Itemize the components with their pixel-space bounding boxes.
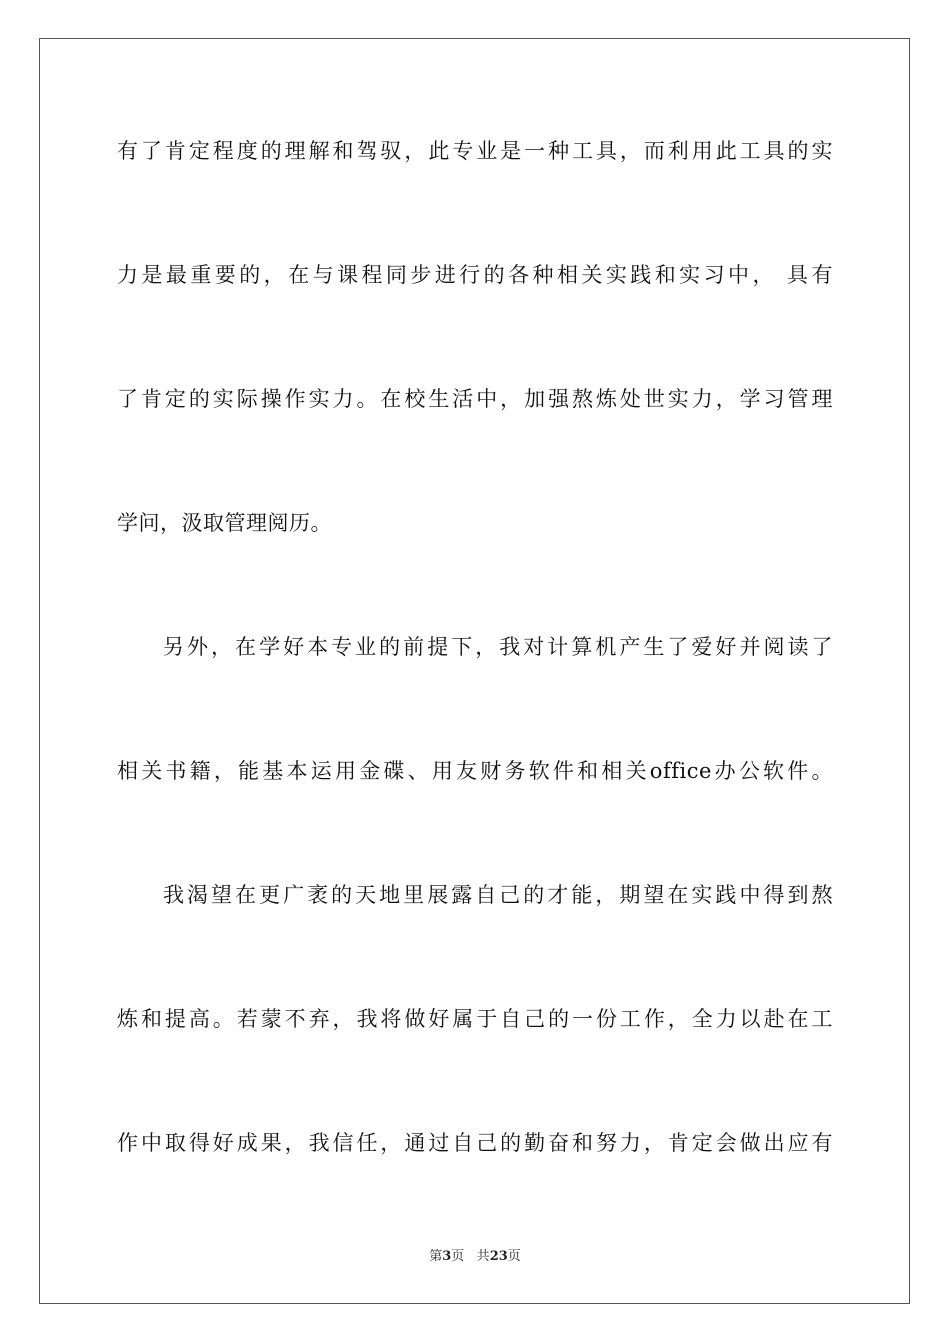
page-prefix: 第	[429, 1249, 443, 1264]
total-suffix: 页	[507, 1249, 521, 1264]
paragraph-line-6: 相关书籍，能基本运用金碟、用友财务软件和相关office办公软件。	[117, 759, 833, 783]
paragraph-line-9: 作中取得好成果，我信任，通过自己的勤奋和努力，肯定会做出应有	[117, 1131, 833, 1155]
page-border	[39, 38, 910, 1304]
paragraph-line-5: 另外，在学好本专业的前提下，我对计算机产生了爱好并阅读了	[163, 635, 833, 659]
paragraph-line-1: 有了肯定程度的理解和驾驭，此专业是一种工具，而利用此工具的实	[117, 139, 833, 163]
paragraph-line-3: 了肯定的实际操作实力。在校生活中，加强熬炼处世实力，学习管理	[117, 387, 833, 411]
paragraph-line-2: 力是最重要的，在与课程同步进行的各种相关实践和实习中， 具有	[117, 263, 833, 287]
total-prefix: 共	[476, 1249, 490, 1264]
paragraph-line-8: 炼和提高。若蒙不弃，我将做好属于自己的一份工作，全力以赴在工	[117, 1007, 833, 1031]
page-suffix: 页	[451, 1249, 465, 1264]
page-footer	[0, 1248, 950, 1266]
paragraph-line-7: 我渴望在更广袤的天地里展露自己的才能，期望在实践中得到熬	[163, 883, 833, 907]
page-number: 3	[442, 1249, 452, 1264]
total-pages: 23	[489, 1249, 508, 1264]
paragraph-line-4: 学问，汲取管理阅历。	[117, 511, 332, 535]
